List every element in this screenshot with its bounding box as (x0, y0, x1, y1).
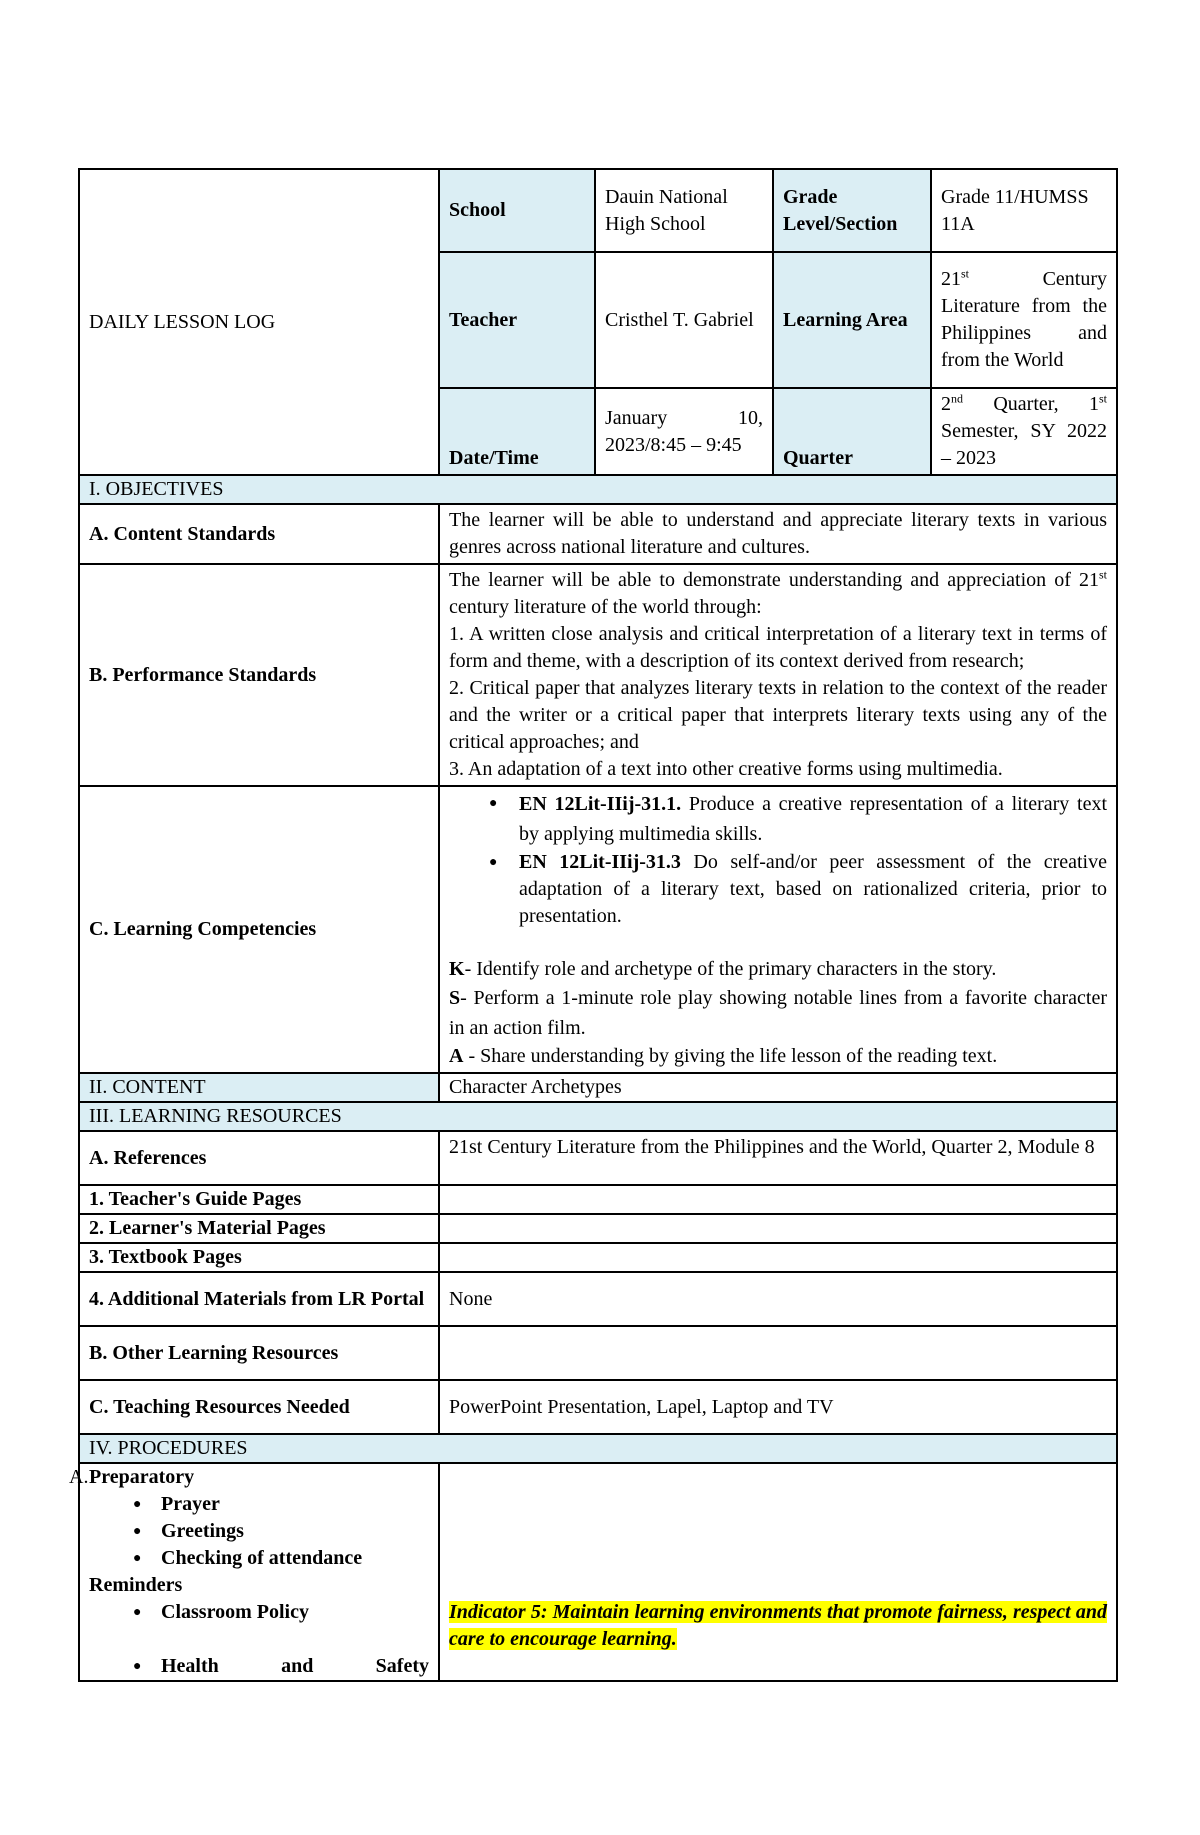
procedures-heading: IV. PROCEDURES (79, 1434, 1117, 1463)
teacher-value: Cristhel T. Gabriel (595, 252, 773, 388)
teachers-guide-label: 1. Teacher's Guide Pages (79, 1185, 439, 1214)
performance-item: 3. An adaptation of a text into other creative forms using multimedia. (449, 758, 1003, 780)
additional-materials-value: None (439, 1272, 1117, 1326)
reminder-item-health: ● Health and Safety (161, 1653, 429, 1680)
competency-item: ● EN 12Lit-IIij-31.3 Do self-and/or peer assessment of the creative adaptation of a literary text, based on rationalized criteria, prior to presentation. (519, 849, 1107, 930)
references-label: A. References (79, 1131, 439, 1185)
performance-item: 1. A written close analysis and critical interpretation of a literary text in terms of form and theme, with a description of its context derived from research; (449, 623, 1107, 672)
ksa-skill: S- Perform a 1-minute role play showing notable lines from a favorite character in an action film. (449, 987, 1107, 1039)
reminder-item: ● Classroom Policy (161, 1599, 429, 1626)
textbook-value (439, 1243, 1117, 1272)
learners-material-value (439, 1214, 1117, 1243)
procedure-letter: A. (69, 1466, 89, 1488)
procedures-left-cell (69, 1463, 439, 1681)
content-standards-label: A. Content Standards (79, 504, 439, 564)
school-label: School (439, 169, 595, 252)
teacher-label: Teacher (439, 252, 595, 388)
other-resources-value (439, 1326, 1117, 1380)
competency-list (449, 789, 1107, 930)
competency-item: ● EN 12Lit-IIij-31.1. Produce a creative representation of a literary text by applying multimedia skills. (519, 789, 1107, 849)
daily-lesson-log-table (69, 168, 1118, 1682)
quarter-label: Quarter (773, 388, 931, 475)
preparatory-list (89, 1491, 429, 1572)
teachers-guide-value (439, 1185, 1117, 1214)
procedures-right-cell (439, 1463, 1117, 1681)
area-label: Learning Area (773, 252, 931, 388)
dll-title-cell (79, 169, 439, 475)
reminders-list-cont (89, 1653, 429, 1680)
other-resources-label: B. Other Learning Resources (79, 1326, 439, 1380)
preparatory-item: ● Greetings (161, 1518, 429, 1545)
content-value: Character Archetypes (439, 1073, 1117, 1102)
indicator-note: Indicator 5: Maintain learning environments that promote fairness, respect and care to encourage learning. (449, 1601, 1107, 1650)
reminders-list (89, 1599, 429, 1626)
school-value: Dauin National High School (595, 169, 773, 252)
objectives-heading: I. OBJECTIVES (79, 475, 1117, 504)
additional-materials-label: 4. Additional Materials from LR Portal (79, 1272, 439, 1326)
dll-title: DAILY LESSON LOG (89, 310, 276, 333)
references-value: 21st Century Literature from the Philippines and the World, Quarter 2, Module 8 (439, 1131, 1117, 1185)
learners-material-label: 2. Learner's Material Pages (79, 1214, 439, 1243)
textbook-label: 3. Textbook Pages (79, 1243, 439, 1272)
grade-value: Grade 11/HUMSS 11A (931, 169, 1117, 252)
preparatory-heading: A. Preparatory (89, 1464, 429, 1491)
resources-heading: III. LEARNING RESOURCES (79, 1102, 1117, 1131)
preparatory-item: ● Checking of attendance (161, 1545, 429, 1572)
area-value: 21st Century Literature from the Philippines and from the World (931, 252, 1117, 388)
content-heading: II. CONTENT (79, 1073, 439, 1102)
teaching-resources-label: C. Teaching Resources Needed (79, 1380, 439, 1434)
learning-competencies-label: C. Learning Competencies (79, 786, 439, 1073)
learning-competencies-cell (439, 786, 1117, 1073)
teaching-resources-value: PowerPoint Presentation, Lapel, Laptop and TV (439, 1380, 1117, 1434)
preparatory-item: ● Prayer (161, 1491, 429, 1518)
date-label: Date/Time (439, 388, 595, 475)
performance-standards-label: B. Performance Standards (79, 564, 439, 786)
ksa-attitude: A - Share understanding by giving the life lesson of the reading text. (449, 1045, 998, 1067)
grade-label: Grade Level/Section (773, 169, 931, 252)
content-standards-text: The learner will be able to understand and appreciate literary texts in various genres across national literature and cultures. (439, 504, 1117, 564)
performance-intro: The learner will be able to demonstrate understanding and appreciation of 21st century literature of the world through: (449, 567, 1107, 618)
ksa-knowledge: K- Identify role and archetype of the primary characters in the story. (449, 958, 997, 980)
date-value: January 10, 2023/8:45 – 9:45 (595, 388, 773, 475)
quarter-value: 2nd Quarter, 1st Semester, SY 2022 – 2023 (931, 388, 1117, 475)
performance-item: 2. Critical paper that analyzes literary texts in relation to the context of the reader and the writer or a critical paper that interprets literary texts using any of the critical approaches; and (449, 677, 1107, 753)
reminders-heading: Reminders (89, 1574, 183, 1596)
performance-standards-cell (439, 564, 1117, 786)
